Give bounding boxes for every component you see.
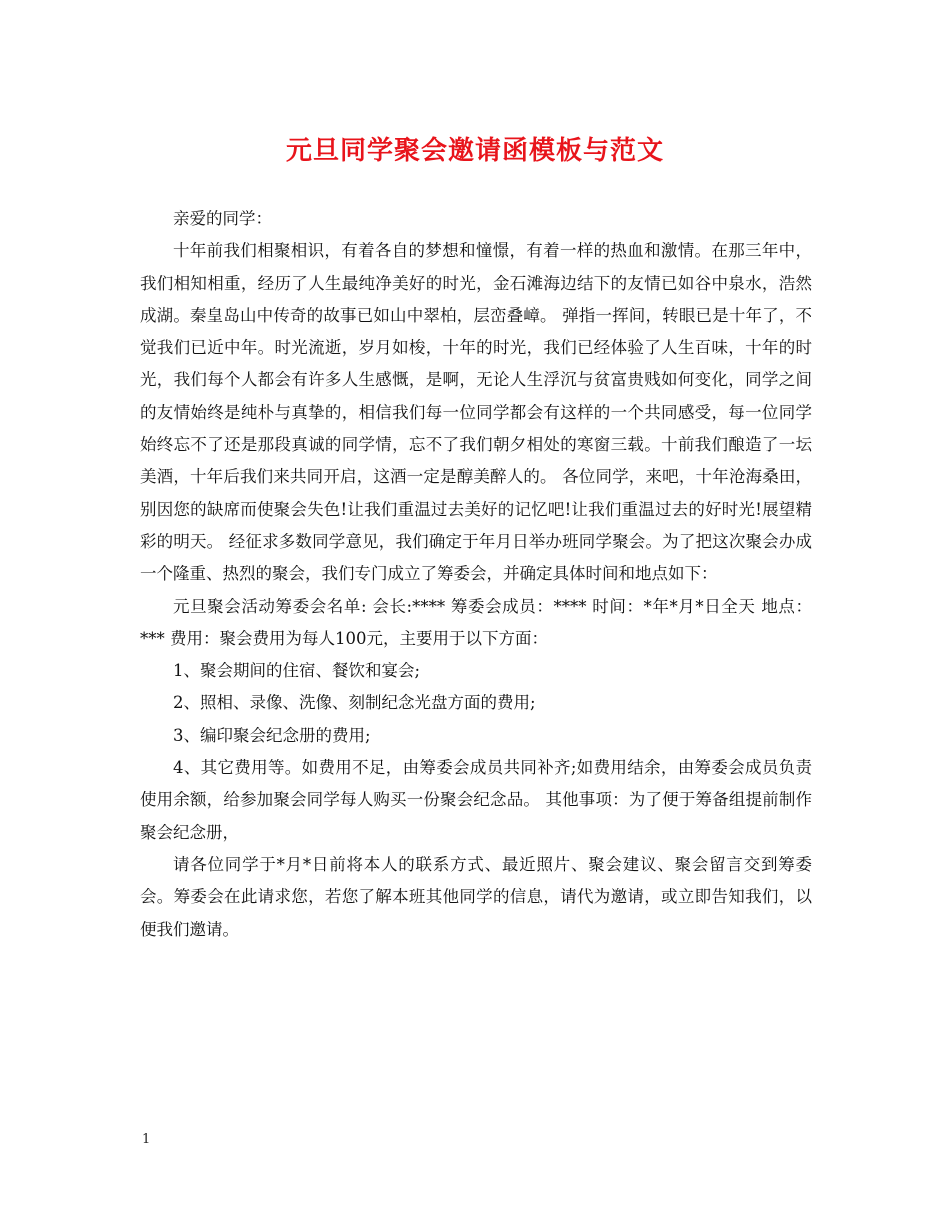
document-title: 元旦同学聚会邀请函模板与范文: [285, 136, 664, 166]
document-body: [140, 203, 812, 946]
page-number: 1: [142, 1132, 151, 1147]
paragraph: 请各位同学于*月*日前将本人的联系方式、最近照片、聚会建议、聚会留言交到筹委会。筹委会在此请求您，若您了解本班其他同学的信息，请代为邀请，或立即告知我们，以便我们邀请。: [140, 854, 812, 939]
list-item: 2、照相、录像、洗像、刻制纪念光盘方面的费用;: [173, 693, 536, 713]
paragraph: 元旦聚会活动筹委会名单: 会长:**** 筹委会成员：**** 时间：*年*月*日全天 地点：*** 费用：聚会费用为每人100元，主要用于以下方面：: [140, 596, 812, 648]
list-item: 3、编印聚会纪念册的费用;: [173, 725, 371, 745]
list-item: 1、聚会期间的住宿、餐饮和宴会;: [173, 661, 421, 681]
greeting: 亲爱的同学：: [173, 209, 272, 228]
list-item: 4、其它费用等。如费用不足，由筹委会成员共同补齐;如费用结余，由筹委会成员负责使用余额，给参加聚会同学每人购买一份聚会纪念品。 其他事项：为了便于筹备组提前制作聚会纪念册，: [140, 758, 812, 842]
paragraph: 十年前我们相聚相识，有着各自的梦想和憧憬，有着一样的热血和激情。在那三年中，我们相知相重，经历了人生最纯净美好的时光，金石滩海边结下的友情已如谷中泉水，浩然成湖。秦皇岛山中传奇的故事已如山中翠柏，层峦叠嶂。 弹指一挥间，转眼已是十年了，不觉我们已近中年。时光流逝，岁月如梭，十年的时光，我们已经体验了人生百味，十年的时光，我们每个人都会有许多人生感慨，是啊，无论人生浮沉与贫富贵贱如何变化，同学之间的友情始终是纯朴与真挚的，相信我们每一位同学都会有这样的一个共同感受，每一位同学始终忘不了还是那段真诚的同学情，忘不了我们朝夕相处的寒窗三载。十前我们酿造了一坛美酒，十年后我们来共同开启，这酒一定是醇美醉人的。 各位同学，来吧，十年沧海桑田，别因您的缺席而使聚会失色!让我们重温过去美好的记忆吧!让我们重温过去的好时光!展望精彩的明天。 经征求多数同学意见，我们确定于年月日举办班同学聚会。为了把这次聚会办成一个隆重、热烈的聚会，我们专门成立了筹委会，并确定具体时间和地点如下：: [140, 241, 812, 584]
